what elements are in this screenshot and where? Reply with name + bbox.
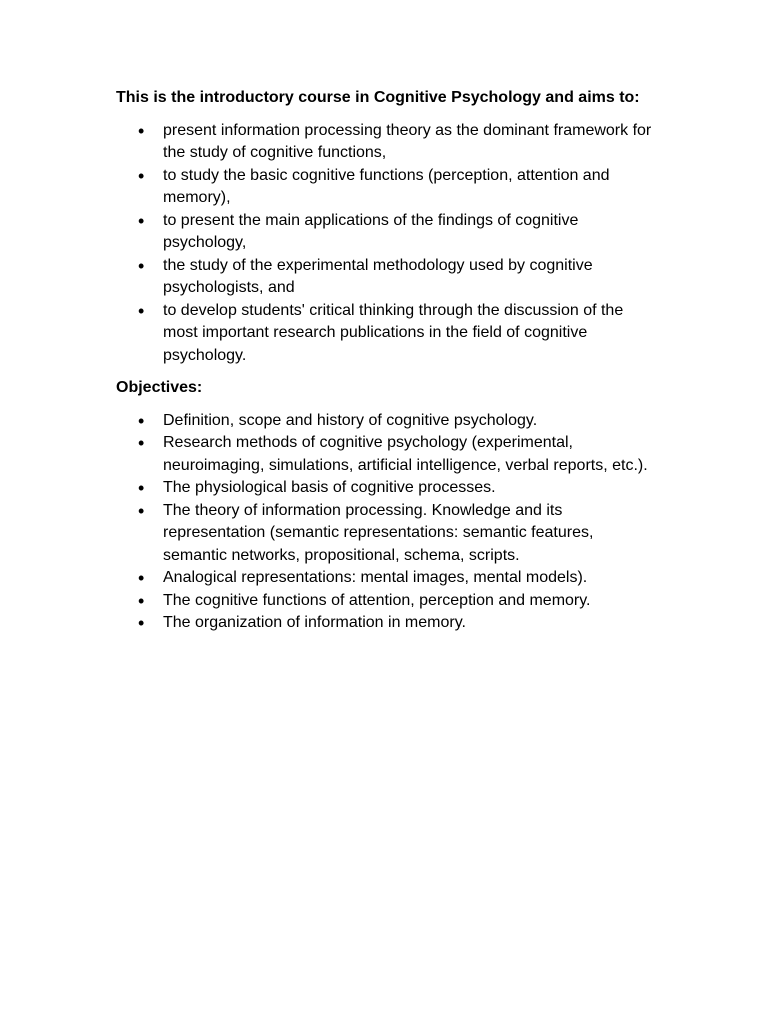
aim-text: the study of the experimental methodology used by cognitive psychologists, and: [163, 256, 593, 296]
list-item: [116, 255, 656, 300]
aim-text: to develop students' critical thinking through the discussion of the most important research publications in the field of cognitive psychology.: [163, 301, 624, 364]
objective-text: The physiological basis of cognitive processes.: [163, 479, 496, 496]
aim-text: present information processing theory as the dominant framework for the study of cognitive functions,: [163, 121, 652, 161]
aims-list: [116, 120, 656, 368]
objectives-heading: Objectives:: [116, 379, 203, 396]
bullet-icon: •: [138, 500, 145, 521]
list-item: [116, 432, 656, 477]
bullet-icon: •: [138, 590, 145, 611]
objective-text: The organization of information in memory.: [163, 614, 466, 631]
objective-text: The theory of information processing. Knowledge and its representation (semantic representations: semantic features, semantic networks, propositional, schema, scripts.: [163, 501, 594, 564]
objective-text: Definition, scope and history of cognitive psychology.: [163, 411, 538, 429]
bullet-icon: •: [138, 410, 145, 431]
list-item: [116, 165, 656, 210]
objective-text: Research methods of cognitive psychology (experimental, neuroimaging, simulations, artificial intelligence, verbal reports, etc.).: [163, 434, 648, 474]
bullet-icon: •: [138, 478, 145, 498]
bullet-icon: •: [138, 613, 145, 633]
bullet-icon: •: [138, 210, 145, 231]
list-item: [116, 410, 656, 433]
objective-text: Analogical representations: mental images, mental models).: [163, 569, 588, 586]
objectives-list: [116, 410, 656, 635]
bullet-icon: •: [138, 165, 145, 186]
list-item: [116, 300, 656, 368]
list-item: [116, 477, 656, 500]
document-page: [116, 87, 656, 635]
bullet-icon: •: [138, 300, 145, 321]
list-item: [116, 612, 656, 635]
bullet-icon: •: [138, 255, 145, 276]
list-item: [116, 120, 656, 165]
bullet-icon: •: [138, 433, 145, 453]
aim-text: to present the main applications of the findings of cognitive psychology,: [163, 211, 579, 251]
list-item: [116, 210, 656, 255]
bullet-icon: •: [138, 120, 145, 141]
intro-heading: This is the introductory course in Cognitive Psychology and aims to:: [116, 89, 640, 106]
bullet-icon: •: [138, 568, 145, 588]
objective-text: The cognitive functions of attention, perception and memory.: [163, 591, 591, 609]
list-item: [116, 567, 656, 590]
list-item: [116, 500, 656, 568]
list-item: [116, 590, 656, 613]
aim-text: to study the basic cognitive functions (perception, attention and memory),: [163, 166, 610, 206]
